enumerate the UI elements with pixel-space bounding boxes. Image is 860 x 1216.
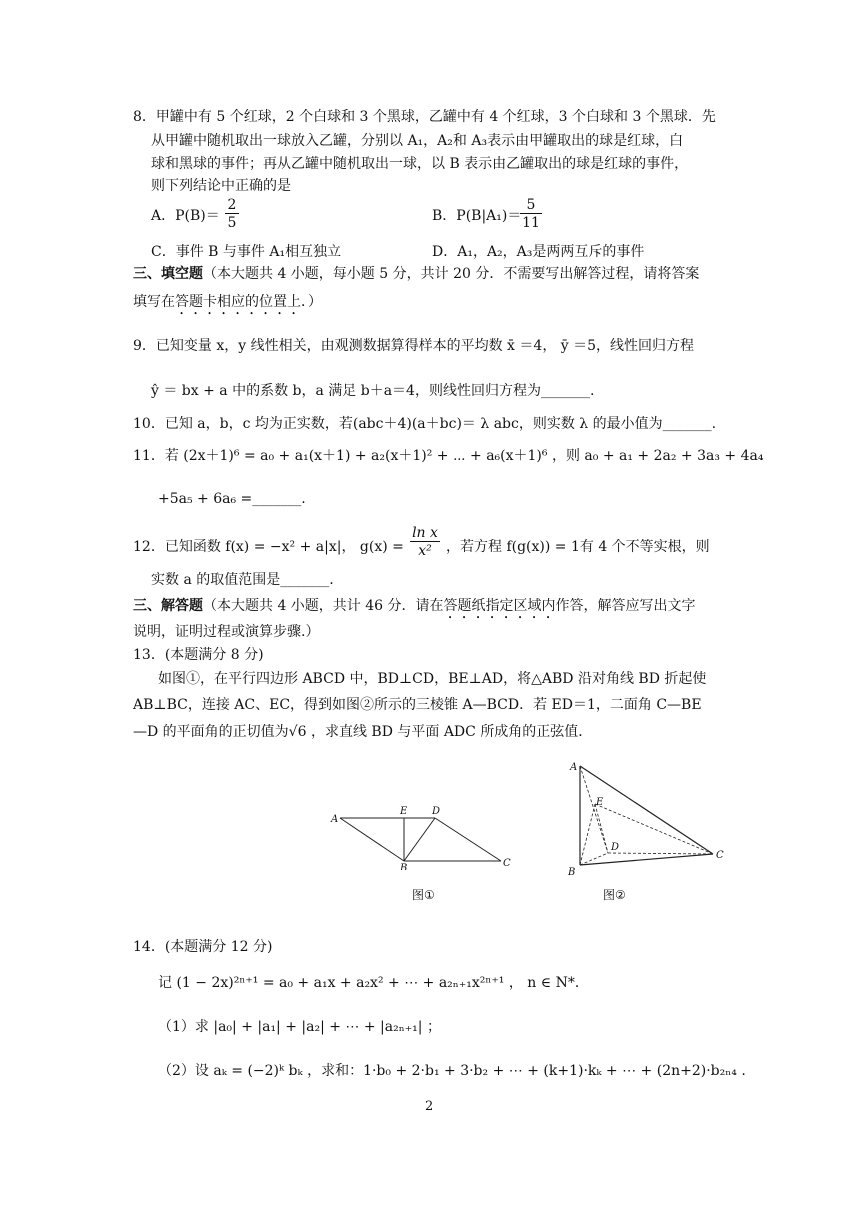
q12-fraction-numerator: ln x [410, 525, 440, 542]
fig1-label-e: E [400, 806, 408, 817]
section3-desc2-post: ．） [301, 294, 322, 310]
section3-desc2-emphasis: 答题卡相应的位置上 [175, 294, 301, 310]
q8-option-b-numerator: 5 [520, 197, 542, 214]
q11-line2: +5a₅ + 6a₆ =_______. [158, 491, 306, 507]
figure-2-tetrahedron [565, 758, 735, 880]
section4-desc1-pre: （本大题共 4 小题，共计 46 分．请在 [203, 598, 444, 614]
q8-line1: 8．甲罐中有 5 个红球，2 个白球和 3 个黑球，乙罐中有 4 个红球，3 个白球和 3 个黑球．先 [133, 109, 716, 125]
section3-desc2-pre: 填写在 [133, 294, 175, 310]
section3-desc1: （本大题共 4 小题，每小题 5 分，共计 20 分．不需要写出解答过程，请将答案 [203, 266, 700, 282]
q13-line1: 如图①，在平行四边形 ABCD 中，BD⊥CD，BE⊥AD，将△ABD 沿对角线 BD 折起使 [158, 671, 707, 687]
section3-heading [133, 265, 699, 283]
q13-line3: —D 的平面角的正切值为√6 ，求直线 BD 与平面 ADC 所成角的正弦值． [133, 724, 593, 740]
q9-line2: ŷ ＝ bx + a 中的系数 b，a 满足 b＋a＝4，则线性回归方程为_______. [151, 383, 595, 399]
fig1-label-d: D [432, 806, 441, 817]
section3-desc2 [133, 293, 322, 318]
q14-part1: （1）求 |a₀| + |a₁| + |a₂| + ⋯ + |a₂ₙ₊₁| ； [158, 1019, 441, 1035]
q12-line1-post: ，若方程 f(g(x)) = 1有 4 个不等实根，则 [446, 539, 710, 555]
section4-desc1-post: 作答，解答应写出文字 [555, 598, 696, 614]
q8-option-d: D．A₁，A₂，A₃是两两互斥的事件 [432, 244, 645, 260]
q8-option-b-label: B．P(B|A₁)＝ [432, 208, 522, 224]
q8-option-a-fraction [225, 197, 239, 232]
fig2-label-c: C [716, 850, 724, 861]
q12-line2: 实数 a 的取值范围是_______. [151, 572, 334, 588]
q8-option-b-fraction [520, 197, 542, 232]
q8-option-a-denominator: 5 [227, 215, 237, 231]
section4-desc1-emphasis: 答题纸指定区域内 [443, 598, 556, 614]
q8-option-a-numerator: 2 [225, 197, 239, 214]
figure-2-caption: 图② [603, 888, 626, 902]
q8-option-b-denominator: 11 [522, 215, 540, 231]
q13-line2: AB⊥BC，连接 AC、EC，得到如图②所示的三棱锥 A—BCD．若 ED＝1，二面角 C—BE [133, 697, 702, 713]
q12-fraction [410, 525, 440, 560]
q13-head: 13．(本题满分 8 分) [133, 647, 264, 663]
q14-head: 14．(本题满分 12 分) [133, 939, 273, 955]
section4-desc2: 说明，证明过程或演算步骤.） [133, 624, 320, 640]
fig2-label-a: A [570, 762, 578, 773]
fig1-label-b: B [400, 863, 408, 870]
fig2-label-d: D [611, 842, 620, 853]
section4-title: 三、解答题 [133, 598, 203, 614]
fig2-label-e: E [596, 797, 604, 808]
q8-line2: 从甲罐中随机取出一球放入乙罐，分别以 A₁，A₂和 A₃表示由甲罐取出的球是红球，白 [151, 133, 684, 149]
figure-1-parallelogram [325, 800, 525, 870]
q9-line1: 9．已知变量 x，y 线性相关，由观测数据算得样本的平均数 x̄ ＝4， ȳ ＝5，线性回归方程 [133, 338, 695, 354]
figure-1-caption: 图① [412, 888, 435, 902]
q8-option-c: C．事件 B 与事件 A₁相互独立 [151, 244, 342, 260]
q11-line1: 11．若 (2x＋1)⁶ = a₀ + a₁(x＋1) + a₂(x＋1)² + ⋯ + a₆(x＋1)⁶ ，则 a₀ + a₁ + 2a₂ + 3a₃ + 4a₄ [133, 448, 764, 464]
q12-fraction-denominator: x² [418, 543, 432, 559]
fig1-label-c: C [503, 858, 511, 869]
fig1-label-a: A [331, 814, 339, 825]
q8-line4: 则下列结论中正确的是 [151, 178, 291, 194]
section3-title: 三、填空题 [133, 266, 203, 282]
q8-option-a-label: A．P(B)＝ [151, 208, 220, 224]
q12-line1-pre: 12．已知函数 f(x) = −x² + a|x|， g(x) = [133, 539, 404, 555]
section4-heading [133, 597, 696, 622]
q14-line1: 记 (1 − 2x)²ⁿ⁺¹ = a₀ + a₁x + a₂x² + ⋯ + a₂ₙ₊₁x²ⁿ⁺¹ ， n ∈ N*． [158, 975, 589, 991]
fig2-label-b: B [568, 867, 576, 878]
q10-line1: 10．已知 a，b，c 均为正实数，若(abc＋4)(a＋bc)＝ λ abc，则实数 λ 的最小值为_______. [133, 416, 717, 432]
page-number: 2 [425, 1099, 434, 1114]
q14-part2: （2）设 aₖ = (−2)ᵏ bₖ ，求和：1·b₀ + 2·b₁ + 3·b₂ + ⋯ + (k+1)·kₖ + ⋯ + (2n+2)·b₂ₙ₄ . [158, 1063, 746, 1079]
q8-line3: 球和黑球的事件；再从乙罐中随机取出一球，以 B 表示由乙罐取出的球是红球的事件， [151, 156, 689, 172]
